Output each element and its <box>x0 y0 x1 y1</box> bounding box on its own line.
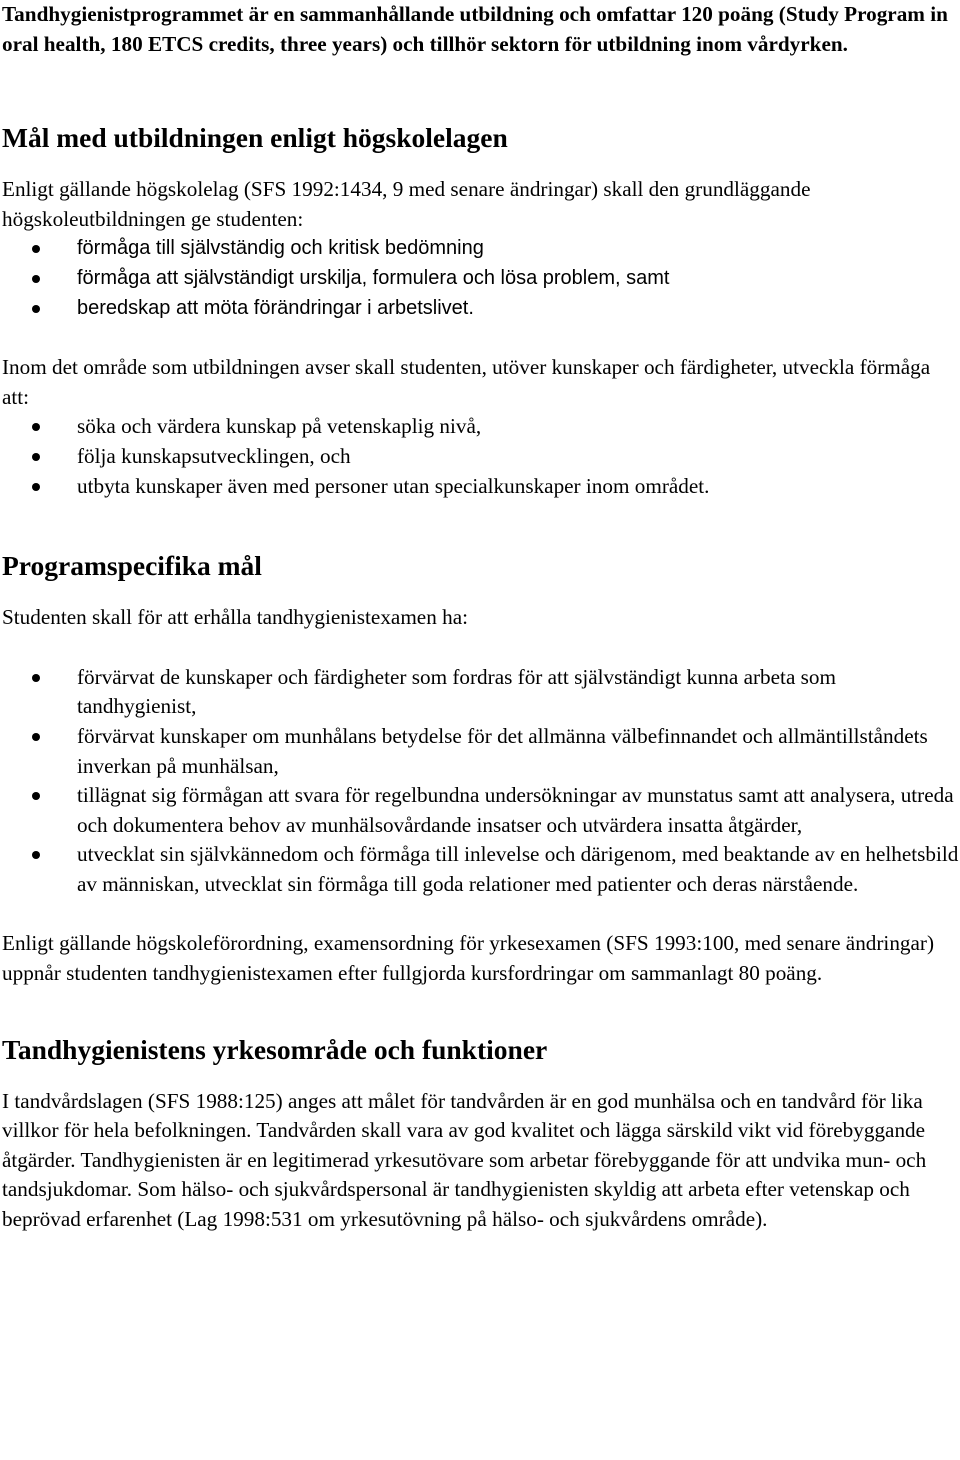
bullet-icon <box>32 305 40 313</box>
list-item: tillägnat sig förmågan att svara för regelbundna undersökningar av munstatus samt att analysera, utreda och dokumentera behov av munhälsovårdande insatser och utvärdera insatta åtgärder, <box>2 781 960 840</box>
list-item: utvecklat sin självkännedom och förmåga till inlevelse och därigenom, med beaktande av en helhetsbild av människan, utvecklat sin förmåga till goda relationer med patienter och deras närstående. <box>2 840 960 899</box>
section-heading-programspecifika: Programspecifika mål <box>2 550 262 582</box>
bullet-list-1 <box>2 234 960 323</box>
list-item: beredskap att möta förändringar i arbetslivet. <box>2 294 960 324</box>
paragraph-inom-omrade: Inom det område som utbildningen avser skall studenten, utöver kunskaper och färdigheter, utveckla förmåga att: <box>2 355 931 409</box>
list-item: förvärvat de kunskaper och färdigheter som fordras för att självständigt kunna arbeta som tandhygienist, <box>2 663 960 722</box>
bullet-icon <box>32 483 40 491</box>
list-item: utbyta kunskaper även med personer utan specialkunskaper inom området. <box>2 472 960 502</box>
bullet-list-3 <box>2 663 960 900</box>
paragraph-hogskoleforordning: Enligt gällande högskoleförordning, examensordning för yrkesexamen (SFS 1993:100, med senare ändringar) uppnår studenten tandhygienistexamen efter fullgjorda kursfordringar om sammanlagt 80 poäng. <box>2 931 935 986</box>
list-item: förmåga till självständig och kritisk bedömning <box>2 234 960 264</box>
bullet-icon <box>32 851 40 859</box>
bullet-icon <box>32 423 40 431</box>
bullet-icon <box>32 245 40 253</box>
list-item: söka och värdera kunskap på vetenskaplig nivå, <box>2 412 960 442</box>
intro-paragraph: Tandhygienistprogrammet är en sammanhållande utbildning och omfattar 120 poäng (Study Program in oral health, 180 ETCS credits, three years) och tillhör sektorn för utbildning inom vårdyrken. <box>2 2 948 56</box>
bullet-icon <box>32 275 40 283</box>
bullet-list-2 <box>2 412 960 501</box>
bullet-icon <box>32 733 40 741</box>
bullet-icon <box>32 792 40 800</box>
section-heading-yrkesomrade: Tandhygienistens yrkesområde och funktioner <box>2 1033 548 1065</box>
section-heading-mal: Mål med utbildningen enligt högskolelagen <box>2 122 508 154</box>
list-item: förmåga att självständigt urskilja, formulera och lösa problem, samt <box>2 264 960 294</box>
paragraph-hogskolelag: Enligt gällande högskolelag (SFS 1992:1434, 9 med senare ändringar) skall den grundläggande högskoleutbildningen ge studenten: <box>2 177 811 231</box>
bullet-icon <box>32 453 40 461</box>
bullet-icon <box>32 674 40 682</box>
list-item: följa kunskapsutvecklingen, och <box>2 442 960 472</box>
list-item: förvärvat kunskaper om munhålans betydelse för det allmänna välbefinnandet och allmäntillståndets inverkan på munhälsan, <box>2 722 960 781</box>
paragraph-tandvardslagen: I tandvårdslagen (SFS 1988:125) anges att målet för tandvården är en god munhälsa och en tandvård för lika villkor för hela befolkningen. Tandvården skall vara av god kvalitet och lägga särskild vikt vid förebyggande åtgärder. Tandhygienisten är en legitimerad yrkesutövare som arbetar förebyggande för att undvika mun- och tandsjukdomar. Som hälso- och sjukvårdspersonal är tandhygienisten skyldig att arbeta efter vetenskap och beprövad erfarenhet (Lag 1998:531 om yrkesutövning på hälso- och sjukvårdens område). <box>2 1088 927 1232</box>
paragraph-studenten: Studenten skall för att erhålla tandhygienistexamen ha: <box>2 605 468 630</box>
